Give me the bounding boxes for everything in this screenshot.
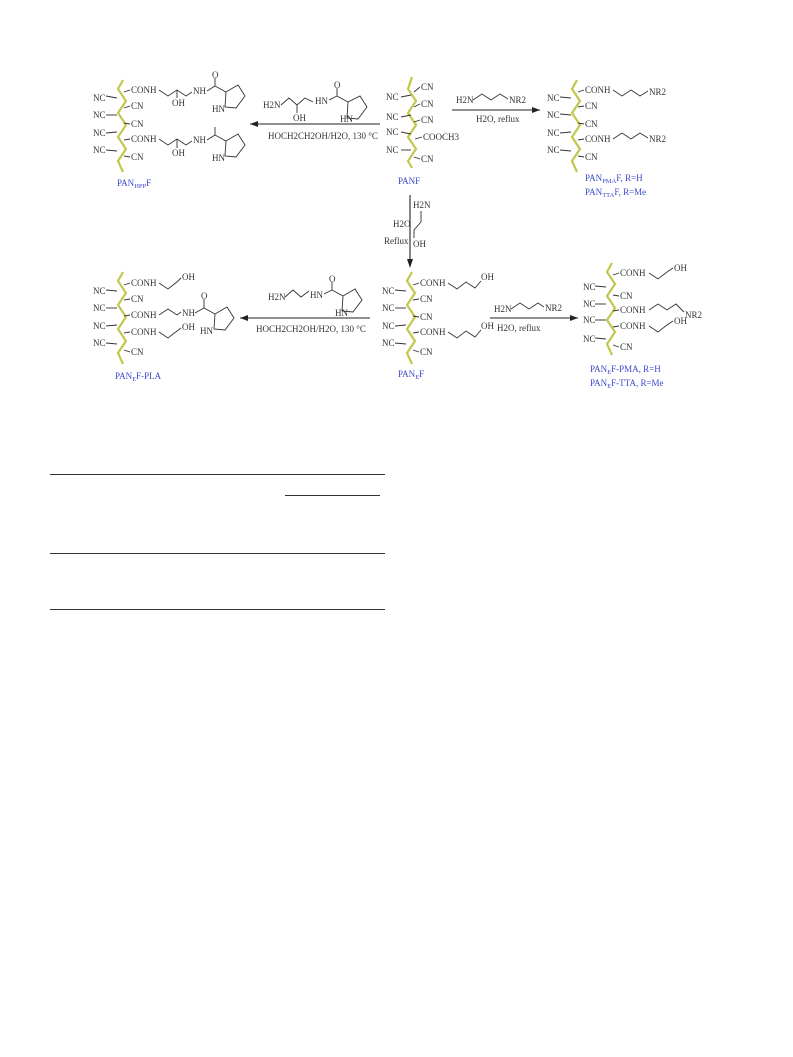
pla-oh-2: OH	[182, 322, 195, 332]
pma-cn-2: CN	[585, 119, 598, 129]
pan-e-f-tta-label: $PAN_EF$-TTA, R=Me	[590, 378, 664, 390]
pla-conh-1: CONH	[131, 278, 157, 288]
pane-cn-1: CN	[420, 294, 433, 304]
pmae-cn-2: CN	[620, 342, 633, 352]
pmae-cn-1: CN	[620, 291, 633, 301]
hpp-oh-2: OH	[172, 148, 185, 158]
table-bottom-rule	[50, 609, 385, 610]
ea-reflux: Reflux	[384, 236, 409, 246]
hpp-cn-2: CN	[131, 119, 144, 129]
hpp-cn-3: CN	[131, 152, 144, 162]
arrow-to-pane-pma	[490, 303, 578, 333]
table-subheader-rule	[285, 495, 380, 496]
pla-cn-2: CN	[131, 347, 144, 357]
panf-cooch3: COOCH3	[423, 132, 460, 142]
panf-nc-1: NC	[386, 92, 399, 102]
pla-o: O	[201, 291, 208, 301]
pane-conh-2: CONH	[420, 327, 446, 337]
reaction-scheme	[0, 0, 793, 420]
pma-nr2-1: NR2	[649, 87, 667, 97]
pma-nc-4: NC	[547, 145, 560, 155]
pane-cn-2: CN	[420, 312, 433, 322]
hpp-nh-2: NH	[193, 135, 206, 145]
pane-oh-2: OH	[481, 321, 494, 331]
panf-structure	[386, 77, 460, 186]
panf-label: PANF	[398, 176, 421, 186]
pan-e-f-pla-structure	[93, 272, 234, 383]
pla-reagent-h2n: H2N	[268, 292, 286, 302]
panf-cn-4: CN	[421, 154, 434, 164]
hpp-conh-2: CONH	[131, 134, 157, 144]
hpp-nh-1: NH	[193, 86, 206, 96]
pan-e-f-label: $PAN_EF$	[398, 369, 425, 381]
hpp-hn-1: HN	[212, 104, 225, 114]
pan-e-f-pla-label: $PAN_EF$-PLA	[115, 371, 162, 383]
pla-conditions: HOCH2CH2OH/H2O, 130 °C	[256, 324, 366, 334]
pan-e-f-structure	[382, 272, 494, 381]
pma-cn-1: CN	[585, 101, 598, 111]
hpp-hn-2: HN	[212, 153, 225, 163]
pma-cn-3: CN	[585, 152, 598, 162]
pmae-nc-2: NC	[583, 299, 596, 309]
pma-reagent-nr2: NR2	[509, 95, 527, 105]
table-header-rule	[50, 553, 385, 554]
pla-hn-ring: HN	[200, 326, 213, 336]
pan-tta-f-label: $PAN_{TTA}F$, R=Me	[585, 187, 647, 199]
hpp-nc-1: NC	[93, 93, 106, 103]
arrow-to-hpp	[250, 80, 380, 141]
pane-nc-4: NC	[382, 338, 395, 348]
pmae-oh-1: OH	[674, 263, 687, 273]
pla-conh-2: CONH	[131, 310, 157, 320]
pla-nc-1: NC	[93, 286, 106, 296]
pla-reagent-hn-ring: HN	[335, 308, 348, 318]
hpp-conditions: HOCH2CH2OH/H2O, 130 °C	[268, 131, 378, 141]
pmae-nc-3: NC	[583, 315, 596, 325]
pla-reagent-o: O	[329, 274, 336, 284]
pane-oh-1: OH	[481, 272, 494, 282]
pan-e-f-pma-structure	[583, 263, 702, 390]
pma-conh-1: CONH	[585, 85, 611, 95]
pan-hpp-f-label: $PAN_{HPP}F$	[117, 178, 152, 190]
pla-reagent-hn: HN	[310, 290, 323, 300]
pmae-nc-1: NC	[583, 282, 596, 292]
hpp-conh-1: CONH	[131, 85, 157, 95]
arrow-to-pane	[384, 195, 431, 268]
pane-cn-3: CN	[420, 347, 433, 357]
pma-nc-1: NC	[547, 93, 560, 103]
pmae-conh-3: CONH	[620, 321, 646, 331]
hpp-nc-3: NC	[93, 128, 106, 138]
hpp-reagent-oh: OH	[293, 113, 306, 123]
pmae-conh-2: CONH	[620, 305, 646, 315]
pmae-nc-4: NC	[583, 334, 596, 344]
pan-pma-f-structure	[547, 80, 666, 199]
panf-cn-3: CN	[421, 115, 434, 125]
arrow-to-pma	[452, 94, 540, 124]
pane-nc-2: NC	[382, 303, 395, 313]
pmae-oh-2: OH	[674, 316, 687, 326]
pma-nc-3: NC	[547, 128, 560, 138]
pane-nc-1: NC	[382, 286, 395, 296]
pma-conditions: H2O, reflux	[476, 114, 520, 124]
pma-reagent-h2n: H2N	[456, 95, 474, 105]
pla-nc-4: NC	[93, 338, 106, 348]
pla-nc-3: NC	[93, 321, 106, 331]
pmae-nr2: NR2	[685, 310, 703, 320]
hpp-o-1: O	[212, 70, 219, 80]
ea-reagent-oh: OH	[413, 239, 426, 249]
hpp-reagent-hn-ring: HN	[340, 114, 353, 124]
hpp-reagent-h2n: H2N	[263, 100, 281, 110]
hpp-nc-2: NC	[93, 110, 106, 120]
arrow-to-pla	[240, 274, 370, 334]
pane-conh-1: CONH	[420, 278, 446, 288]
ea-reagent-h2n: H2N	[413, 200, 431, 210]
hpp-nc-4: NC	[93, 145, 106, 155]
pan-hpp-f-structure	[93, 70, 245, 190]
pane-nc-3: NC	[382, 321, 395, 331]
pla-cn-1: CN	[131, 294, 144, 304]
panf-cn-1: CN	[421, 82, 434, 92]
hpp-oh-1: OH	[172, 98, 185, 108]
pma2-reagent-h2n: H2N	[494, 304, 512, 314]
pma-nr2-2: NR2	[649, 134, 667, 144]
pla-nh: NH	[182, 308, 195, 318]
ea-water: H2O	[393, 219, 411, 229]
pla-oh-1: OH	[182, 272, 195, 282]
hpp-reagent-o: O	[334, 80, 341, 90]
hpp-reagent-hn: HN	[315, 96, 328, 106]
pla-conh-3: CONH	[131, 327, 157, 337]
pma-nc-2: NC	[547, 110, 560, 120]
pma2-conditions: H2O, reflux	[497, 323, 541, 333]
table-top-rule	[50, 474, 385, 475]
panf-nc-4: NC	[386, 145, 399, 155]
hpp-cn-1: CN	[131, 101, 144, 111]
pan-e-f-pma-label: $PAN_EF$-PMA, R=H	[590, 364, 661, 376]
pmae-conh-1: CONH	[620, 268, 646, 278]
panf-cn-2: CN	[421, 99, 434, 109]
pma2-reagent-nr2: NR2	[545, 303, 563, 313]
panf-nc-3: NC	[386, 127, 399, 137]
panf-nc-2: NC	[386, 112, 399, 122]
pma-conh-2: CONH	[585, 134, 611, 144]
pla-nc-2: NC	[93, 303, 106, 313]
pan-pma-f-label: $PAN_{PMA}F$, R=H	[585, 173, 643, 185]
